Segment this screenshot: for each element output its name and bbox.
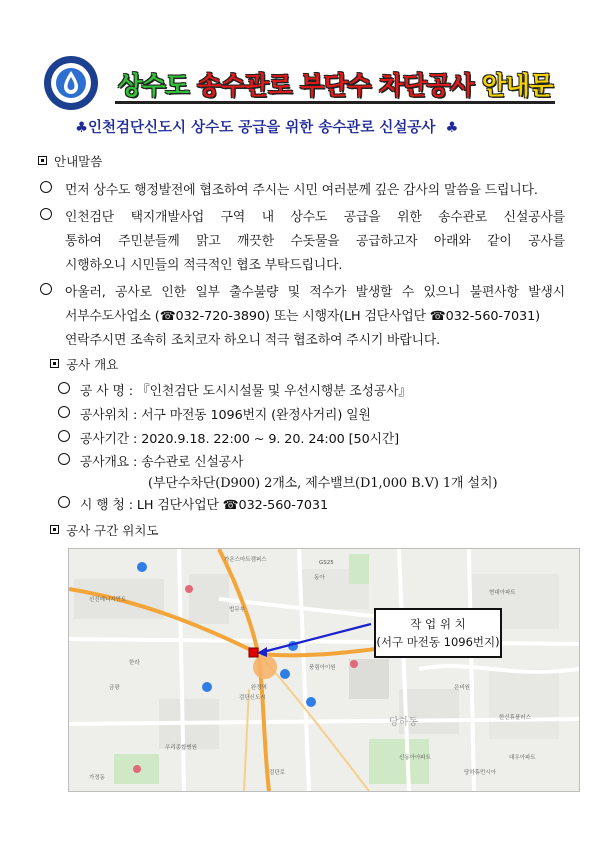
map-label: 신동아아파트	[399, 755, 431, 761]
map-label: 동아	[314, 575, 325, 581]
section-heading-overview: 공사 개요	[50, 355, 118, 373]
circle-bullet-icon	[58, 453, 70, 465]
square-bullet-icon	[50, 525, 59, 534]
overview-item-location: 공사위치 : 서구 마전동 1096번지 (완정사거리) 일원	[80, 408, 371, 423]
circle-bullet-icon	[58, 406, 70, 418]
circle-bullet-icon	[40, 208, 52, 220]
work-location-marker	[249, 648, 258, 657]
overview-detail: (부단수차단(D900) 2개소, 제수밸브(D1,000 B.V) 1개 설치)	[148, 476, 498, 491]
overview-item-agency: 시 행 청 : LH 검단사업단 ☎032-560-7031	[80, 498, 328, 513]
map-label: 검단신도시	[239, 695, 266, 701]
notice-paragraph-2-line-1: 인천검단 택지개발사업 구역 내 상수도 공급을 위한 송수관로 신설공사를	[65, 210, 565, 225]
map-label: 가정동	[89, 775, 105, 781]
map-label: 완정역	[251, 685, 267, 691]
title-part-1: 상수도	[118, 71, 189, 100]
map-graphic	[69, 549, 579, 791]
map-label: 선진매니지먼트	[89, 597, 127, 603]
circle-bullet-icon	[40, 181, 52, 193]
map-label: GS25	[319, 560, 334, 566]
circle-bullet-icon	[58, 382, 70, 394]
map-label: 풍림아이원	[309, 665, 336, 671]
work-location-callout: 작 업 위 치 (서구 마전동 1096번지)	[374, 608, 502, 658]
section-heading-location: 공사 구간 위치도	[50, 521, 158, 539]
overview-item-period: 공사기간 : 2020.9.18. 22:00 ~ 9. 20. 24:00 [50시간]	[80, 432, 400, 447]
square-bullet-icon	[38, 156, 47, 165]
organization-logo	[43, 55, 99, 111]
circle-bullet-icon	[40, 283, 52, 295]
section-heading-notice: 안내말씀	[38, 152, 102, 170]
map-district-label: 당하동	[389, 717, 418, 728]
notice-paragraph-2-line-3: 시행하오니 시민들의 적극적인 협조 부탁드립니다.	[65, 258, 343, 273]
notice-paragraph-3-line-2: 서부수도사업소 (☎032-720-3890) 또는 시행자(LH 검단사업단 ☎032-560-7031)	[65, 309, 540, 324]
map-label: 은비원	[454, 685, 470, 691]
notice-paragraph-3-line-3: 연락주시면 조속히 조치코자 하오니 적극 협조하여 주시기 바랍니다.	[65, 333, 441, 348]
notice-paragraph-2-line-2: 통하여 주민분들께 맑고 깨끗한 수돗물을 공급하고자 아래와 같이 공사를	[65, 234, 565, 249]
title-underline	[115, 101, 555, 104]
club-icon: ♣	[445, 120, 459, 136]
map-label: 한신휴플러스	[499, 715, 531, 721]
page-subtitle	[75, 116, 458, 137]
notice-paragraph-3-line-1: 아울러, 공사로 인한 일부 출수불량 및 적수가 발생할 수 있으니 불편사항 발생시	[65, 285, 565, 300]
circle-bullet-icon	[58, 430, 70, 442]
square-bullet-icon	[50, 359, 59, 368]
map-label: 대우아파트	[509, 755, 536, 761]
notice-paragraph-1: 먼저 상수도 행정발전에 협조하여 주시는 시민 여러분께 깊은 감사의 말씀을 드립니다.	[65, 183, 538, 198]
map-label: 가온스마트캠퍼스	[224, 557, 267, 563]
overview-item-name: 공 사 명 : 『인천검단 도시시설물 및 우선시행분 조성공사』	[80, 384, 412, 399]
overview-item-summary: 공사개요 : 송수관로 신설공사	[80, 455, 244, 470]
map-label: 당하휴먼시아	[464, 770, 496, 776]
location-map	[68, 548, 580, 792]
title-part-3: 안내문	[481, 71, 553, 100]
map-label: 금광	[109, 685, 120, 691]
map-label: 검단로	[269, 770, 285, 776]
map-label: 한라	[129, 660, 140, 666]
map-label: 법무부	[229, 607, 245, 613]
circle-bullet-icon	[58, 496, 70, 508]
page-title	[118, 66, 568, 106]
subtitle-text: ♣인천검단신도시 상수도 공급을 위한 송수관로 신설공사	[75, 120, 436, 136]
map-label: 우리종합병원	[165, 745, 197, 751]
title-part-2: 송수관로 부단수 차단공사	[197, 71, 474, 100]
map-label: 현대아파트	[489, 590, 516, 596]
